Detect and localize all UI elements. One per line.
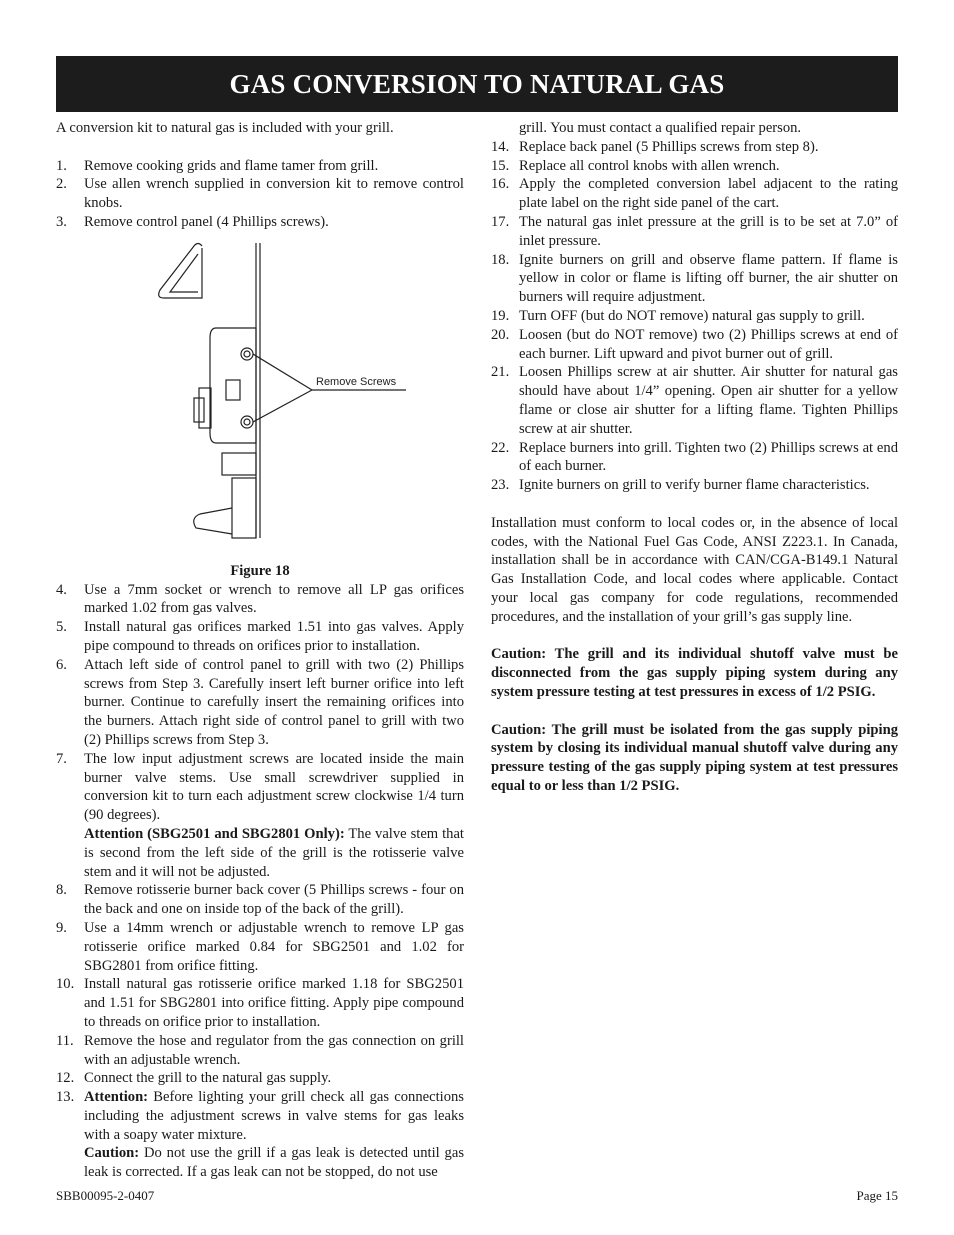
list-item: 12. Connect the grill to the natural gas supply. — [56, 1070, 332, 1087]
steps-list-b — [56, 581, 464, 882]
caution-2: Caution: The grill must be isolated from the gas supply piping system by closing its individual manual shutoff valve during any pressure testing of the gas supply piping system at test pressures equal to or less than 1/2 PSIG. — [491, 721, 898, 794]
caution-1: Caution: The grill and its individual shutoff valve must be disconnected from the gas supply piping system during any system pressure testing at test pressures in excess of 1/2 PSIG. — [491, 646, 898, 700]
footer-page-number: Page 15 — [856, 1188, 898, 1203]
list-item: 23. Ignite burners on grill to verify burner flame characteristics. — [491, 477, 870, 494]
list-item: 13. Attention: Before lighting your grill check all gas connections including the adjustment screws in valve stems for gas leaks with a soapy water mixture. Caution: Do not use the grill if a gas leak is detected until gas leak is corrected. If a gas leak can not be stopped, do not use — [56, 1089, 464, 1181]
right-column — [491, 119, 898, 796]
list-item: 6. Attach left side of control panel to grill with two (2) Phillips screws from Step 3. Carefully insert left burner orifice into left burner. Continue to carefully insert the remaining orifices into the burners. Attach right side of control panel to grill with two (2) Phillips screws from Step 3. — [56, 656, 464, 748]
figure-18 — [56, 238, 464, 558]
steps-list-a — [56, 157, 464, 232]
page-title: GAS CONVERSION TO NATURAL GAS — [229, 68, 725, 99]
list-item: 2. Use allen wrench supplied in conversion kit to remove control knobs. — [56, 176, 464, 212]
intro-text: A conversion kit to natural gas is included with your grill. — [56, 120, 394, 136]
steps-list-d — [491, 119, 898, 495]
list-item: 7. The low input adjustment screws are located inside the main burner valve stems. Use small screwdriver supplied in conversion kit to turn each adjustment screw clockwise 1/4 turn (90 degrees). Attention (SBG2501 and SBG2801 Only): The valve stem that is second from the left side of the grill is the rotisserie valve stem and it will not be adjusted. — [56, 750, 464, 880]
title-banner — [56, 56, 898, 112]
list-item: 21. Loosen Phillips screw at air shutter. Air shutter for natural gas should have about 1/4” opening. Open air shutter for a yellow flame or close air shutter for a lifting flame. Tighten Phillips screw at air shutter. — [491, 364, 898, 437]
list-item: 8. Remove rotisserie burner back cover (5 Phillips screws - four on the back and one on inside top of the back of the grill). — [56, 882, 464, 918]
steps-list-c — [56, 881, 464, 1182]
list-item: 3. Remove control panel (4 Phillips screws). — [56, 213, 329, 230]
list-item: 19. Turn OFF (but do NOT remove) natural gas supply to grill. — [491, 307, 865, 324]
footer-doc-number: SBB00095-2-0407 — [56, 1188, 155, 1203]
list-item: 16. Apply the completed conversion label adjacent to the rating plate label on the right side panel of the cart. — [491, 176, 898, 212]
installation-paragraph: Installation must conform to local codes or, in the absence of local codes, with the National Fuel Gas Code, ANSI Z223.1. In Canada, installation shall be in accordance with CAN/CGA-B149.1 Natural Gas Installation Code, and local codes where applicable. Contact your local gas company for code regulations, recommended procedures, and the installation of your grill’s gas supply line. — [491, 514, 898, 625]
control-panel-diagram — [116, 238, 416, 548]
list-item: 20. Loosen (but do NOT remove) two (2) Phillips screws at end of each burner. Lift upward and pivot burner out of grill. — [491, 326, 898, 362]
list-item: 9. Use a 14mm wrench or adjustable wrench to remove LP gas rotisserie orifice marked 0.84 for SBG2501 and 1.02 for SBG2801 from orifice fitting. — [56, 919, 464, 974]
list-item: 5. Install natural gas orifices marked 1.51 into gas valves. Apply pipe compound to threads on orifices prior to installation. — [56, 619, 464, 654]
left-column — [56, 119, 464, 1182]
list-item: 14. Replace back panel (5 Phillips screws from step 8). — [491, 138, 819, 155]
list-item: 11. Remove the hose and regulator from the gas connection on grill with an adjustable wrench. — [56, 1032, 464, 1068]
list-item: 1. Remove cooking grids and flame tamer from grill. — [56, 157, 379, 174]
attention-label: Attention (SBG2501 and SBG2801 Only): — [84, 825, 345, 842]
list-item: grill. You must contact a qualified repair person. — [519, 120, 802, 136]
list-item: 18. Ignite burners on grill and observe flame pattern. If flame is yellow in color or flame is lifting off burner, the air shutter on burners will require adjustment. — [491, 251, 898, 306]
list-item: 17. The natural gas inlet pressure at the grill is to be set at 7.0” of inlet pressure. — [491, 213, 898, 249]
callout-label: Remove Screws — [316, 375, 397, 388]
list-item: 10. Install natural gas rotisserie orifice marked 1.18 for SBG2501 and 1.51 for SBG2801 into orifice fitting. Apply pipe compound to threads on orifice prior to installation. — [56, 976, 464, 1030]
list-item: 15. Replace all control knobs with allen wrench. — [491, 157, 780, 174]
list-item: 4. Use a 7mm socket or wrench to remove all LP gas orifices marked 1.02 from gas valves. — [56, 581, 464, 617]
figure-caption: Figure 18 — [230, 562, 290, 579]
list-item: 22. Replace burners into grill. Tighten two (2) Phillips screws at end of each burner. — [491, 439, 898, 475]
